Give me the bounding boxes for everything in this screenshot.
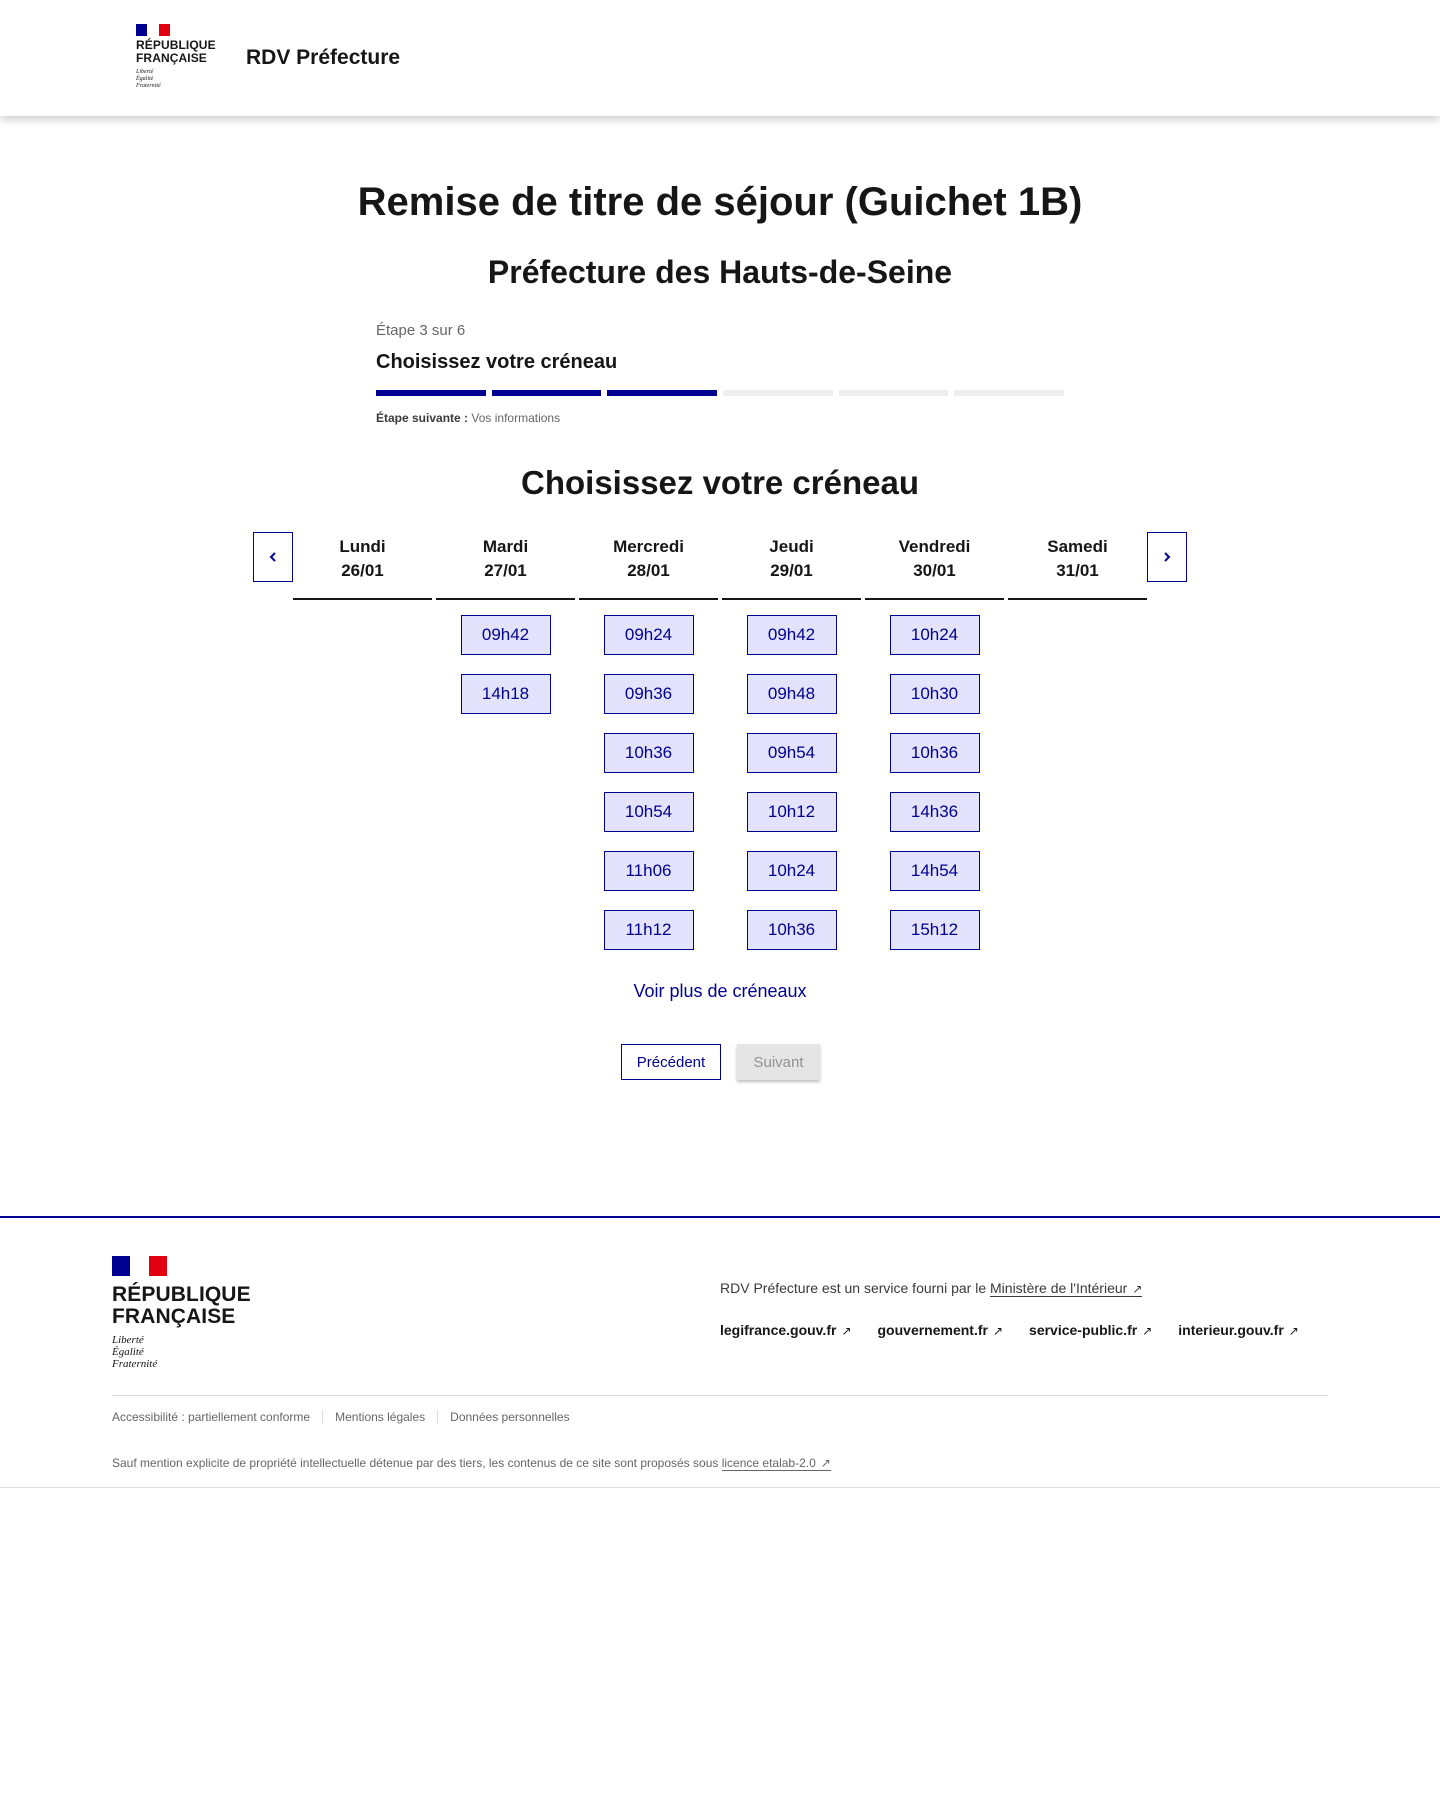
page-subtitle: Préfecture des Hauts-de-Seine: [487, 254, 953, 290]
slot-list: [722, 600, 861, 950]
day-date: 28/01: [627, 561, 670, 580]
footer-bottom-links: [112, 1410, 582, 1424]
slots-calendar: [293, 530, 1147, 950]
legal-notice-link[interactable]: Mentions légales: [322, 1410, 437, 1424]
personal-data-link[interactable]: Données personnelles: [437, 1410, 581, 1424]
footer-link-interieur[interactable]: interieur.gouv.fr ↗: [1178, 1322, 1299, 1338]
time-slot-button[interactable]: 09h54: [747, 733, 837, 773]
time-slot-button[interactable]: 10h24: [747, 851, 837, 891]
footer-logo-motto: Liberté Égalité Fraternité: [112, 1334, 158, 1370]
republique-francaise-logo[interactable]: [136, 24, 220, 94]
stepper-bar: [723, 390, 833, 396]
day-header: [1008, 530, 1147, 600]
footer-divider: [112, 1395, 1328, 1396]
service-name[interactable]: RDV Préfecture: [246, 46, 401, 69]
slots-section-title: Choisissez votre créneau: [521, 464, 919, 501]
stepper-bar: [607, 390, 717, 396]
footer-license: Sauf mention explicite de propriété intellectuelle détenue par des tiers, les contenus de ce site sont proposés sous licence etalab-2.0 ↗: [112, 1456, 831, 1470]
time-slot-button[interactable]: 15h12: [890, 910, 980, 950]
day-header: [579, 530, 718, 600]
day-column: [865, 530, 1004, 950]
time-slot-button[interactable]: 10h24: [890, 615, 980, 655]
stepper-bar: [954, 390, 1064, 396]
logo-text: RÉPUBLIQUE FRANÇAISE: [136, 38, 216, 65]
accessibility-link[interactable]: Accessibilité : partiellement conforme: [112, 1410, 311, 1424]
day-column: [1008, 530, 1147, 950]
footer-link-gouvernement[interactable]: gouvernement.fr ↗: [877, 1322, 1004, 1338]
next-button[interactable]: Suivant: [737, 1044, 820, 1080]
site-footer: [0, 1216, 1440, 1488]
chevron-right-icon: [1161, 551, 1173, 563]
time-slot-button[interactable]: 14h54: [890, 851, 980, 891]
external-link-icon: ↗: [1142, 1324, 1153, 1338]
time-slot-button[interactable]: 10h36: [890, 733, 980, 773]
stepper-title: Choisissez votre créneau: [376, 351, 618, 373]
ministere-link[interactable]: Ministère de l'Intérieur ↗: [990, 1280, 1143, 1296]
french-flag-icon: [136, 24, 170, 36]
license-link[interactable]: licence etalab-2.0 ↗: [721, 1456, 831, 1470]
time-slot-button[interactable]: 10h30: [890, 674, 980, 714]
time-slot-button[interactable]: 09h42: [461, 615, 551, 655]
time-slot-button[interactable]: 09h42: [747, 615, 837, 655]
day-header: [436, 530, 575, 600]
day-name: Mercredi: [613, 537, 684, 556]
form-actions: [621, 1044, 820, 1080]
stepper-next-label: Étape suivante :: [376, 411, 469, 425]
time-slot-button[interactable]: 11h12: [604, 910, 694, 950]
slot-list: [1008, 600, 1147, 615]
stepper-bar: [839, 390, 949, 396]
external-link-icon: ↗: [841, 1324, 852, 1338]
page-title: Remise de titre de séjour (Guichet 1B): [357, 180, 1083, 224]
time-slot-button[interactable]: 11h06: [604, 851, 694, 891]
footer-logo-text: RÉPUBLIQUE FRANÇAISE: [112, 1283, 251, 1328]
french-flag-icon: [112, 1256, 167, 1276]
day-name: Vendredi: [898, 537, 971, 556]
day-header: [865, 530, 1004, 600]
footer-link-legifrance[interactable]: legifrance.gouv.fr ↗: [720, 1322, 852, 1338]
day-name: Lundi: [339, 537, 386, 556]
chevron-left-icon: [267, 551, 279, 563]
stepper: [376, 322, 1064, 425]
external-link-icon: ↗: [820, 1456, 831, 1470]
time-slot-button[interactable]: 10h54: [604, 792, 694, 832]
day-name: Samedi: [1047, 537, 1108, 556]
stepper-bar: [376, 390, 486, 396]
external-link-icon: ↗: [1132, 1282, 1143, 1296]
next-week-button[interactable]: [1147, 532, 1187, 582]
external-link-icon: ↗: [992, 1324, 1004, 1338]
external-link-icon: ↗: [1288, 1324, 1299, 1338]
previous-week-button[interactable]: [253, 532, 293, 582]
footer-description: RDV Préfecture est un service fourni par le Ministère de l'Intérieur ↗: [720, 1280, 1143, 1296]
footer-links: [720, 1322, 1299, 1338]
slot-list: [579, 600, 718, 950]
time-slot-button[interactable]: 14h18: [461, 674, 551, 714]
time-slot-button[interactable]: 09h24: [604, 615, 694, 655]
day-header: [722, 530, 861, 600]
day-column: [436, 530, 575, 950]
site-header: [0, 0, 1440, 116]
day-column: [579, 530, 718, 950]
day-name: Jeudi: [769, 537, 814, 556]
day-name: Mardi: [482, 537, 529, 556]
stepper-next-value: Vos informations: [471, 411, 561, 425]
day-column: [293, 530, 432, 950]
slot-list: [293, 600, 432, 615]
slot-list: [865, 600, 1004, 950]
logo-motto: Liberté Égalité Fraternité: [136, 69, 161, 89]
day-date: 27/01: [484, 561, 527, 580]
time-slot-button[interactable]: 10h12: [747, 792, 837, 832]
slot-list: [436, 600, 575, 714]
stepper-progress: [376, 390, 1064, 396]
stepper-next-step: [376, 411, 1064, 425]
day-column: [722, 530, 861, 950]
time-slot-button[interactable]: 09h36: [604, 674, 694, 714]
stepper-state: Étape 3 sur 6: [376, 322, 466, 339]
stepper-bar: [492, 390, 602, 396]
time-slot-button[interactable]: 09h48: [747, 674, 837, 714]
time-slot-button[interactable]: 10h36: [604, 733, 694, 773]
more-slots-link[interactable]: Voir plus de créneaux: [633, 981, 807, 1001]
time-slot-button[interactable]: 14h36: [890, 792, 980, 832]
previous-button[interactable]: Précédent: [621, 1044, 721, 1080]
day-date: 30/01: [913, 561, 956, 580]
day-date: 31/01: [1056, 561, 1099, 580]
day-header: [293, 530, 432, 600]
footer-republique-logo[interactable]: [112, 1256, 251, 1370]
footer-link-service-public[interactable]: service-public.fr ↗: [1029, 1322, 1153, 1338]
time-slot-button[interactable]: 10h36: [747, 910, 837, 950]
day-date: 29/01: [770, 561, 813, 580]
day-date: 26/01: [341, 561, 384, 580]
